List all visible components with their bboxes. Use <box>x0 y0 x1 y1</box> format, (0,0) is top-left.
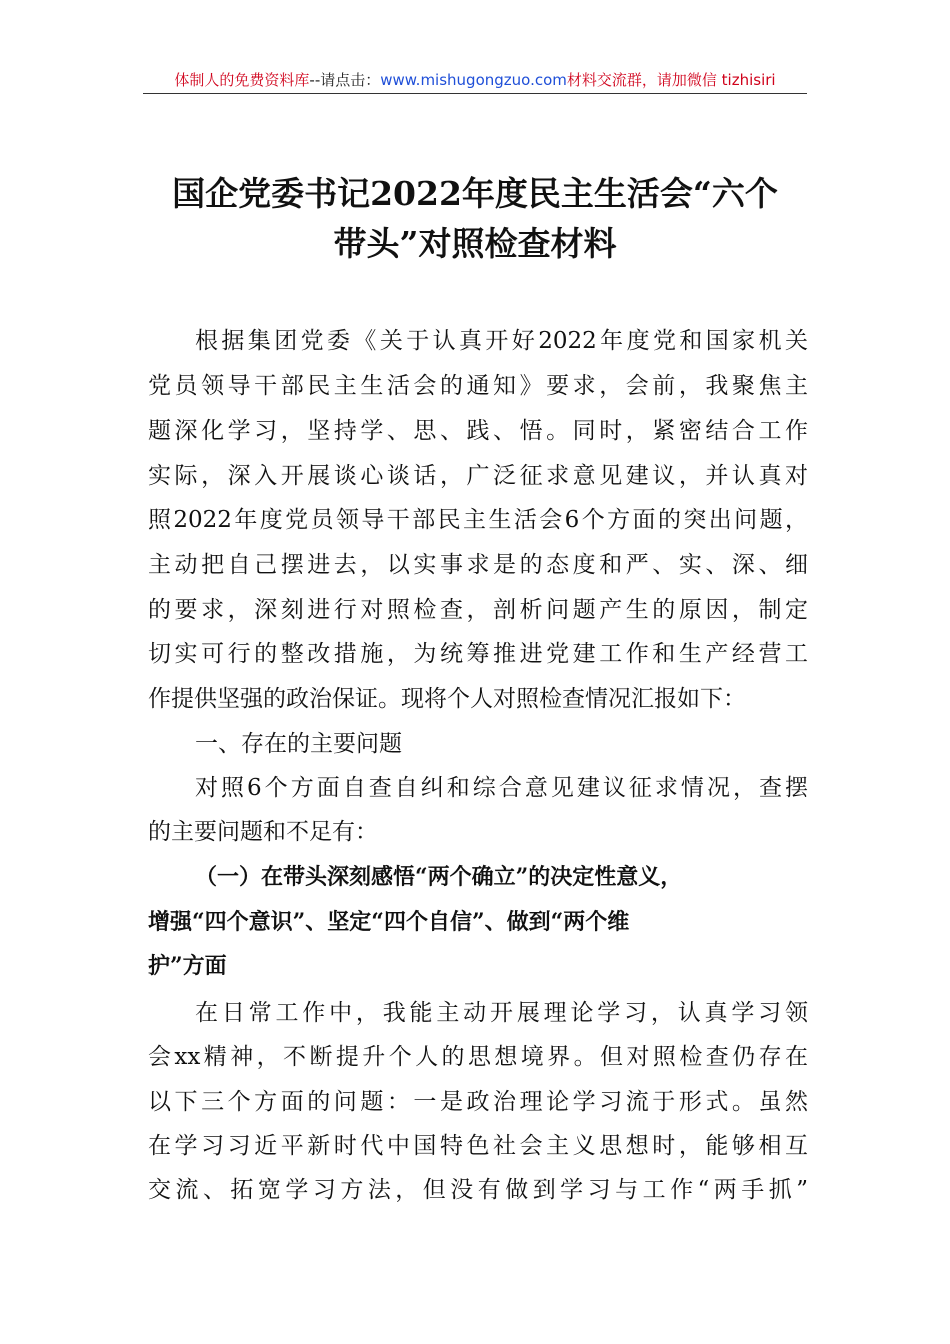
intro-paragraph-line: 照2022年度党员领导干部民主生活会6个方面的突出问题， <box>148 507 808 533</box>
section-heading-1: 一、存在的主要问题 <box>195 731 402 757</box>
subsection-heading-line: 护”方面 <box>148 953 227 979</box>
document-title-line-1: 国企党委书记2022年度民主生活会“六个 <box>172 174 778 213</box>
subsection-heading-line: （一）在带头深刻感悟“两个确立”的决定性意义， <box>195 864 683 890</box>
intro-paragraph-line: 根据集团党委《关于认真开好2022年度党和国家机关 <box>195 328 808 354</box>
body-paragraph-line: 在学习习近平新时代中国特色社会主义思想时，能够相互 <box>148 1133 808 1159</box>
intro-paragraph-line: 题深化学习，坚持学、思、践、悟。同时，紧密结合工作 <box>148 418 808 444</box>
header-divider <box>143 93 807 94</box>
body-paragraph-line: 以下三个方面的问题：一是政治理论学习流于形式。虽然 <box>148 1089 808 1115</box>
section1-paragraph-line: 的主要问题和不足有： <box>148 819 378 845</box>
body-paragraph-line: 在日常工作中，我能主动开展理论学习，认真学习领 <box>195 1000 808 1026</box>
header-wechat-note: 材料交流群，请加微信 tizhisiri <box>566 71 776 89</box>
body-paragraph-line: 交流、拓宽学习方法，但没有做到学习与工作“两手抓” <box>148 1177 808 1203</box>
header-prompt: --请点击： <box>309 71 381 89</box>
subsection-heading-line: 增强“四个意识”、坚定“四个自信”、做到“两个维 <box>148 909 630 935</box>
intro-paragraph-line: 实际，深入开展谈心谈话，广泛征求意见建议，并认真对 <box>148 463 808 489</box>
header-url-link[interactable]: www.mishugongzuo.com <box>380 71 567 89</box>
body-paragraph-line: 会xx精神，不断提升个人的思想境界。但对照检查仍存在 <box>148 1044 808 1070</box>
section1-paragraph-line: 对照6个方面自查自纠和综合意见建议征求情况，查摆 <box>195 775 808 801</box>
intro-paragraph-line: 的要求，深刻进行对照检查，剖析问题产生的原因，制定 <box>148 597 808 623</box>
intro-paragraph-line: 主动把自己摆进去，以实事求是的态度和严、实、深、细 <box>148 552 808 578</box>
document-title-line-2: 带头”对照检查材料 <box>333 224 617 263</box>
page-header <box>143 70 807 90</box>
intro-paragraph-line: 切实可行的整改措施，为统筹推进党建工作和生产经营工 <box>148 641 808 667</box>
intro-paragraph-line: 党员领导干部民主生活会的通知》要求，会前，我聚焦主 <box>148 373 808 399</box>
intro-paragraph-line: 作提供坚强的政治保证。现将个人对照检查情况汇报如下： <box>148 686 746 712</box>
header-brand[interactable]: 体制人的免费资料库 <box>174 71 310 89</box>
